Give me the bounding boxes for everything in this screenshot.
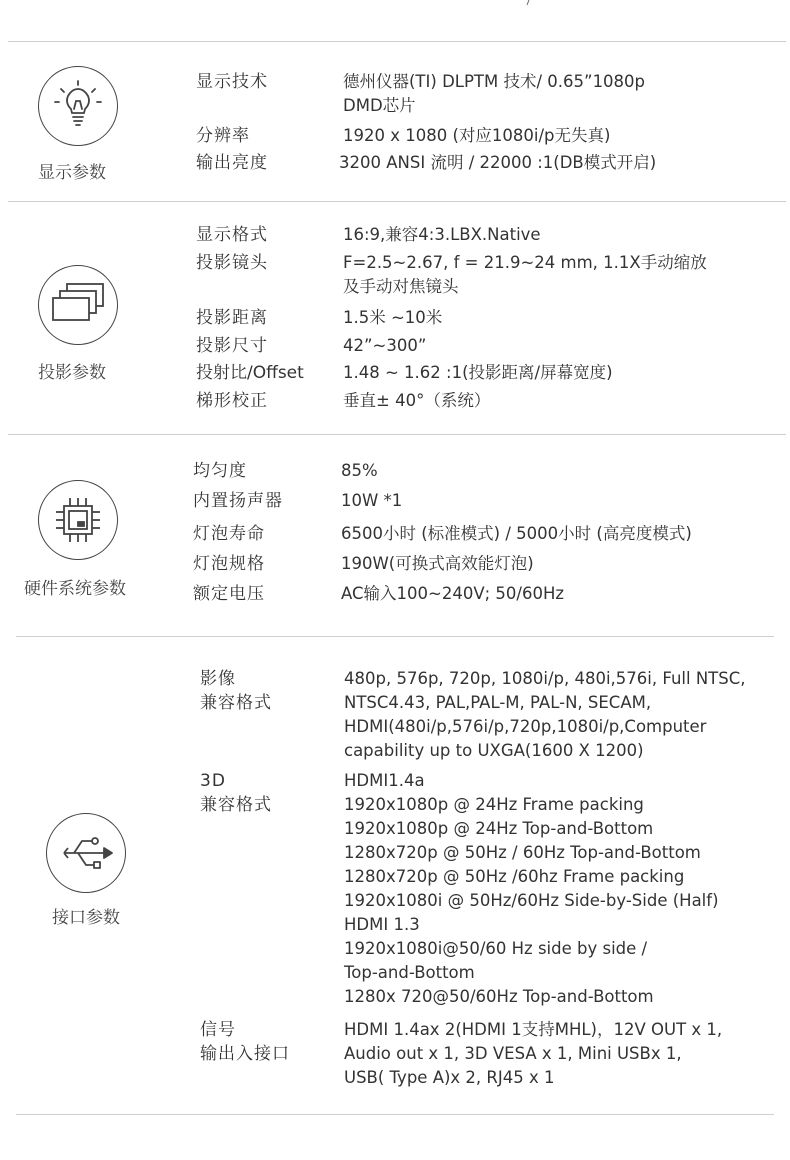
spec-key: 显示技术 <box>196 72 268 92</box>
spec-value: 85% <box>341 461 378 480</box>
spec-value: 16:9,兼容4:3.LBX.Native <box>343 225 541 244</box>
spec-value: 6500小时 (标准模式) / 5000小时 (高亮度模式) <box>341 524 692 543</box>
divider-display-projection <box>8 201 786 202</box>
top-edge-mark <box>526 0 530 6</box>
spec-key: 灯泡规格 <box>193 554 265 574</box>
spec-key: 影像 兼容格式 <box>200 669 272 713</box>
spec-value: 1.5米 ~10米 <box>343 308 443 327</box>
spec-value: 480p, 576p, 720p, 1080i/p, 480i,576i, Full NTSC, NTSC4.43, PAL,PAL-M, PAL-N, SECAM, HDMI(480i/p,576i/p,720p,1080i/p,Computer capability up to UXGA(1600 X 1200) <box>344 669 746 760</box>
section-label-display: 显示参数 <box>38 163 106 183</box>
spec-value: 1.48 ~ 1.62 :1(投影距离/屏幕宽度) <box>343 363 613 382</box>
spec-value: F=2.5~2.67, f = 21.9~24 mm, 1.1X手动缩放 及手动对焦镜头 <box>343 253 707 296</box>
divider-projection-hardware <box>8 434 786 435</box>
spec-value: HDMI 1.4ax 2(HDMI 1支持MHL)，12V OUT x 1, Audio out x 1, 3D VESA x 1, Mini USBx 1, USB( Type A)x 2, RJ45 x 1 <box>344 1020 723 1087</box>
chip-icon <box>38 480 118 560</box>
spec-key: 输出亮度 <box>196 153 268 173</box>
spec-key: 分辨率 <box>196 126 250 146</box>
spec-value: 垂直± 40°（系统） <box>343 391 491 410</box>
section-label-interface: 接口参数 <box>52 908 120 928</box>
projection-screens-icon <box>38 265 118 345</box>
spec-key: 3D 兼容格式 <box>200 771 272 815</box>
spec-key: 投影距离 <box>196 308 268 328</box>
spec-key: 额定电压 <box>193 584 265 604</box>
spec-value: 10W *1 <box>341 491 403 510</box>
lightbulb-icon <box>38 66 118 146</box>
spec-key: 显示格式 <box>196 225 268 245</box>
divider-hardware-interface <box>16 636 774 637</box>
spec-key: 投影尺寸 <box>196 336 268 356</box>
spec-key: 信号 输出入接口 <box>200 1020 290 1064</box>
spec-value: AC输入100~240V; 50/60Hz <box>341 584 565 603</box>
spec-key: 灯泡寿命 <box>193 524 265 544</box>
spec-value: 42”~300” <box>343 336 427 355</box>
section-label-hardware: 硬件系统参数 <box>24 579 126 599</box>
spec-key: 梯形校正 <box>196 391 268 411</box>
spec-value: HDMI1.4a 1920x1080p @ 24Hz Frame packing 1920x1080p @ 24Hz Top-and-Bottom 1280x720p @ 50Hz / 60Hz Top-and-Bottom 1280x720p @ 50Hz /60hz Frame packing 1920x1080i @ 50Hz/60Hz Side-by-Side (Half) HDMI 1.3 1920x1080i@50/60 Hz side by side / Top-and-Bottom 1280x 720@50/60Hz Top-and-Bottom <box>344 771 719 1006</box>
spec-value: 190W(可换式高效能灯泡) <box>341 554 534 573</box>
spec-value: 3200 ANSI 流明 / 22000 :1(DB模式开启) <box>339 153 657 172</box>
divider-bottom <box>16 1114 774 1115</box>
spec-value: 德州仪器(TI) DLPTM 技术/ 0.65”1080p DMD芯片 <box>343 72 646 115</box>
divider-top <box>8 41 786 42</box>
section-label-projection: 投影参数 <box>38 363 106 383</box>
spec-key: 投影镜头 <box>196 253 268 273</box>
spec-key: 投射比/Offset <box>196 363 304 383</box>
spec-key: 内置扬声器 <box>193 491 283 511</box>
spec-value: 1920 x 1080 (对应1080i/p无失真) <box>343 126 611 145</box>
spec-key: 均匀度 <box>193 461 247 481</box>
usb-icon <box>46 813 126 893</box>
